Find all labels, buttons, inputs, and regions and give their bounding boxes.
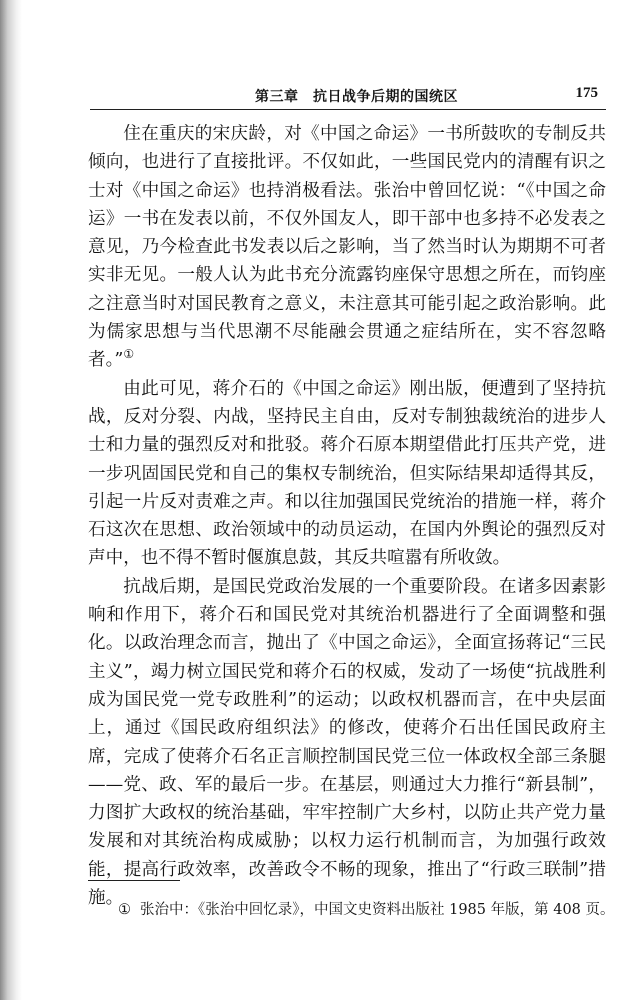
footnote: [118, 900, 615, 920]
footnote-text: 张治中：《张治中回忆录》，中国文史资料出版社 1985 年版，第 408 页。: [140, 902, 615, 918]
footnote-reference[interactable]: ①: [123, 347, 135, 362]
footnote-marker: ①: [118, 902, 131, 918]
chapter-title: 第三章 抗日战争后期的国统区: [255, 89, 458, 105]
paragraph-2: [88, 375, 606, 573]
paragraph-1: [88, 120, 606, 375]
page-edge-shadow: [0, 0, 22, 1000]
paragraph-3-text: 抗战后期，是国民党政治发展的一个重要阶段。在诸多因素影响和作用下，蒋介石和国民党对其统治机器进行了全面调整和强化。以政治理念而言，抛出了《中国之命运》，全面宣扬蒋记“三民主义”，竭力树立国民党和蒋介石的权威，发动了一场使“抗战胜利成为国民党一党专政胜利”的运动；以政权机器而言，在中央层面上，通过《国民政府组织法》的修改，使蒋介石出任国民政府主席，完成了使蒋介石名正言顺控制国民党三位一体政权全部三条腿——党、政、军的最后一步。在基层，则通过大力推行“新县制”，力图扩大政权的统治基础，牢牢控制广大乡村，以防止共产党力量发展和对其统治构成威胁；以权力运行机制而言，为加强行政效能，提高行政效率，改善政令不畅的现象，推出了“行政三联制”措施。: [88, 576, 606, 909]
paragraph-3: [88, 573, 606, 913]
paragraph-1-text: 住在重庆的宋庆龄，对《中国之命运》一书所鼓吹的专制反共倾向，也进行了直接批评。不仅如此，一些国民党内的清醒有识之士对《中国之命运》也持消极看法。张治中曾回忆说：“《中国之命运》一书在发表以前，不仅外国友人，即干部中也多持不必发表之意见，乃今检查此书发表以后之影响，当了然当时认为期期不可者实非无见。一般人认为此书充分流露钧座保守思想之所在，而钧座之注意当时对国民教育之意义，未注意其可能引起之政治影响。此为儒家思想与当代思潮不尽能融会贯通之症结所在，实不容忽略者。”: [88, 124, 606, 371]
page-number: 175: [575, 85, 598, 101]
paragraph-2-text: 由此可见，蒋介石的《中国之命运》刚出版，便遭到了坚持抗战，反对分裂、内战，坚持民主自由，反对专制独裁统治的进步人士和力量的强烈反对和批驳。蒋介石原本期望借此打压共产党，进一步巩固国民党和自己的集权专制统治，但实际结果却适得其反，引起一片反对责难之声。和以往加强国民党统治的措施一样，蒋介石这次在思想、政治领域中的动员运动，在国内外舆论的强烈反对声中，也不得不暂时偃旗息鼓，其反共喧嚣有所收敛。: [88, 378, 606, 569]
body-text: [88, 120, 606, 912]
footnote-divider: [88, 880, 180, 881]
running-header: [90, 83, 606, 110]
